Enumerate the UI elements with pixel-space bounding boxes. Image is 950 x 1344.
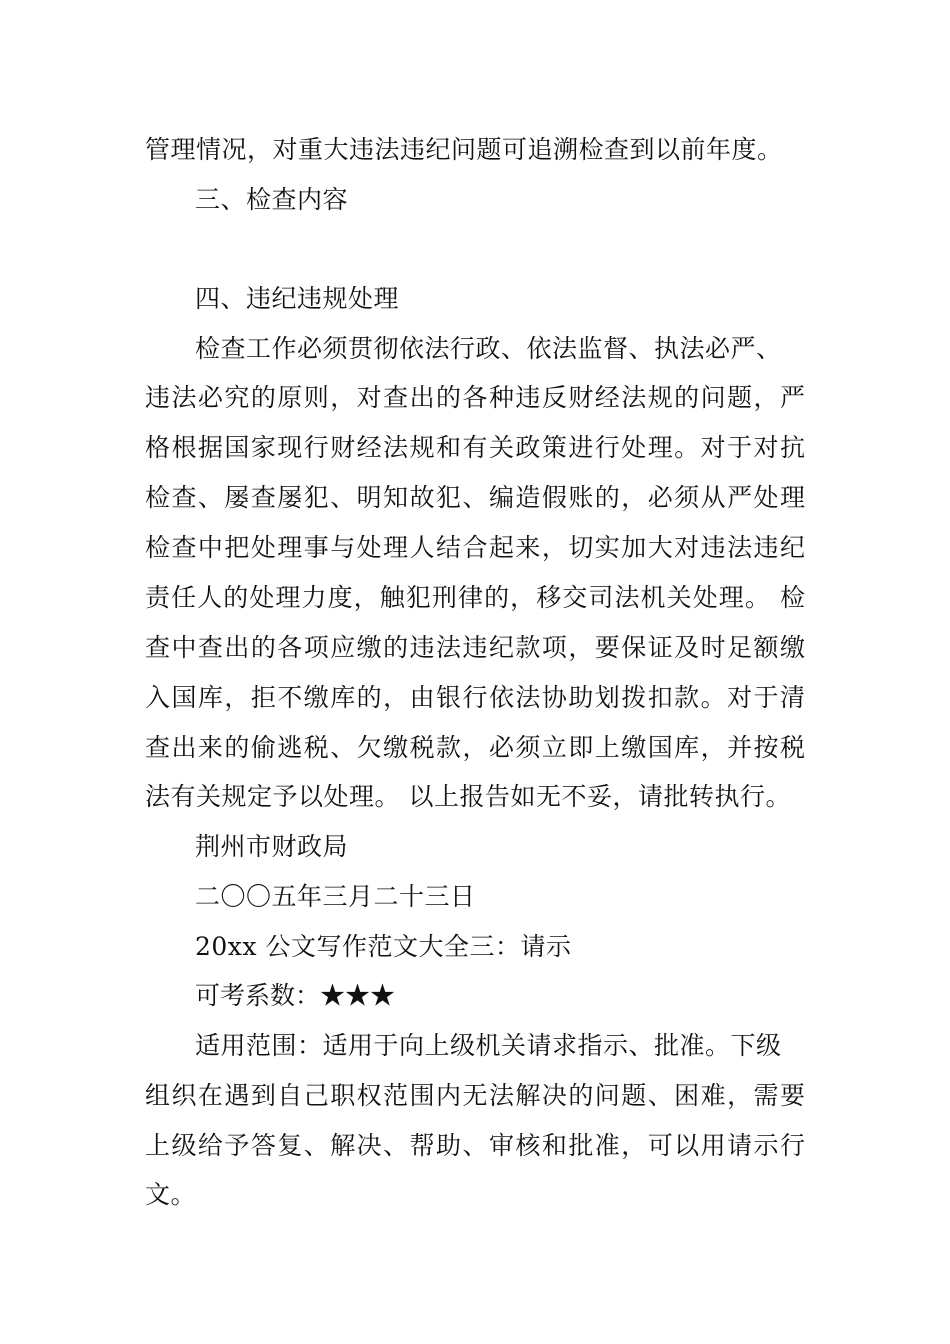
paragraph-line: 组织在遇到自己职权范围内无法解决的问题、困难，需要	[145, 1081, 805, 1110]
paragraph-line: 检查中把处理事与处理人结合起来，切实加大对违法违纪	[145, 533, 805, 562]
paragraph-line: 适用范围：适用于向上级机关请求指示、批准。下级	[195, 1031, 782, 1060]
paragraph-line: 格根据国家现行财经法规和有关政策进行处理。对于对抗	[145, 433, 805, 462]
paragraph-line: 查中查出的各项应缴的违法违纪款项，要保证及时足额缴	[145, 633, 805, 662]
section-heading-3: 三、检查内容	[195, 185, 349, 214]
paragraph-line: 查出来的偷逃税、欠缴税款，必须立即上缴国库，并按税	[145, 733, 805, 762]
paragraph-line: 管理情况，对重大违法违纪问题可追溯检查到以前年度。	[145, 135, 783, 164]
paragraph-line: 检查工作必须贯彻依法行政、依法监督、执法必严、	[195, 334, 782, 363]
signature-organization: 荆州市财政局	[195, 832, 349, 861]
paragraph-line: 检查、屡查屡犯、明知故犯、编造假账的，必须从严处理	[145, 483, 805, 512]
paragraph-line: 违法必究的原则，对查出的各种违反财经法规的问题，严	[145, 383, 805, 412]
section-heading-4: 四、违纪违规处理	[195, 284, 400, 313]
section-title: 20xx 公文写作范文大全三：请示	[195, 932, 572, 961]
paragraph-line: 法有关规定予以处理。 以上报告如无不妥，请批转执行。	[145, 782, 791, 811]
paragraph-line: 入国库，拒不缴库的，由银行依法协助划拨扣款。对于清	[145, 683, 805, 712]
paragraph-line: 上级给予答复、解决、帮助、审核和批准，可以用请示行	[145, 1131, 805, 1160]
rating-line: 可考系数：★★★	[195, 981, 396, 1010]
paragraph-line: 责任人的处理力度，触犯刑律的，移交司法机关处理。 检	[145, 583, 805, 612]
paragraph-line: 文。	[145, 1180, 197, 1209]
signature-date: 二〇〇五年三月二十三日	[195, 882, 476, 911]
